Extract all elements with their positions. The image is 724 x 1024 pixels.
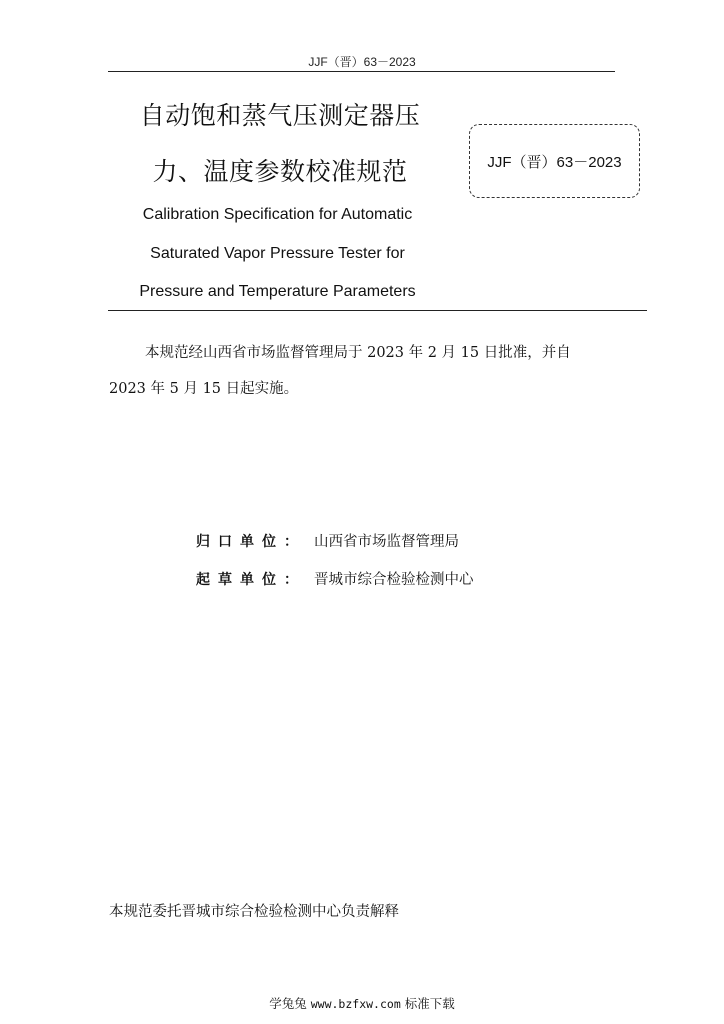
footer-prefix: 学兔兔 — [269, 996, 307, 1011]
footer-watermark — [0, 994, 724, 1012]
title-english-line-1: Calibration Specification for Automatic — [142, 206, 413, 223]
specification-code-box — [469, 124, 640, 198]
responsible-unit-row — [196, 530, 459, 551]
drafting-unit-value: 晋城市综合检验检测中心 — [314, 572, 474, 588]
footer-suffix: 标准下载 — [404, 996, 455, 1011]
title-english-line-3: Pressure and Temperature Parameters — [139, 283, 416, 300]
specification-code: JJF（晋）63－2023 — [487, 153, 622, 171]
approval-text-line-2: 2023 年 5 月 15 日起实施。 — [109, 381, 299, 397]
responsible-unit-value: 山西省市场监督管理局 — [314, 534, 459, 550]
footer-url[interactable]: www.bzfxw.com — [310, 997, 401, 1011]
responsible-unit-label: 归口单位： — [196, 534, 306, 550]
header-rule — [108, 71, 615, 72]
title-chinese-line-1: 自动饱和蒸气压测定器压 — [139, 101, 421, 130]
title-chinese-line-2: 力、温度参数校准规范 — [152, 157, 408, 186]
drafting-unit-row — [196, 568, 474, 589]
approval-text-line-1: 本规范经山西省市场监督管理局于 2023 年 2 月 15 日批准，并自 — [145, 345, 571, 361]
interpretation-note: 本规范委托晋城市综合检验检测中心负责解释 — [109, 904, 399, 920]
header-code: JJF（晋）63－2023 — [308, 55, 416, 69]
title-english-line-2: Saturated Vapor Pressure Tester for — [150, 245, 405, 262]
title-divider — [108, 310, 647, 311]
drafting-unit-label: 起草单位： — [196, 572, 306, 588]
